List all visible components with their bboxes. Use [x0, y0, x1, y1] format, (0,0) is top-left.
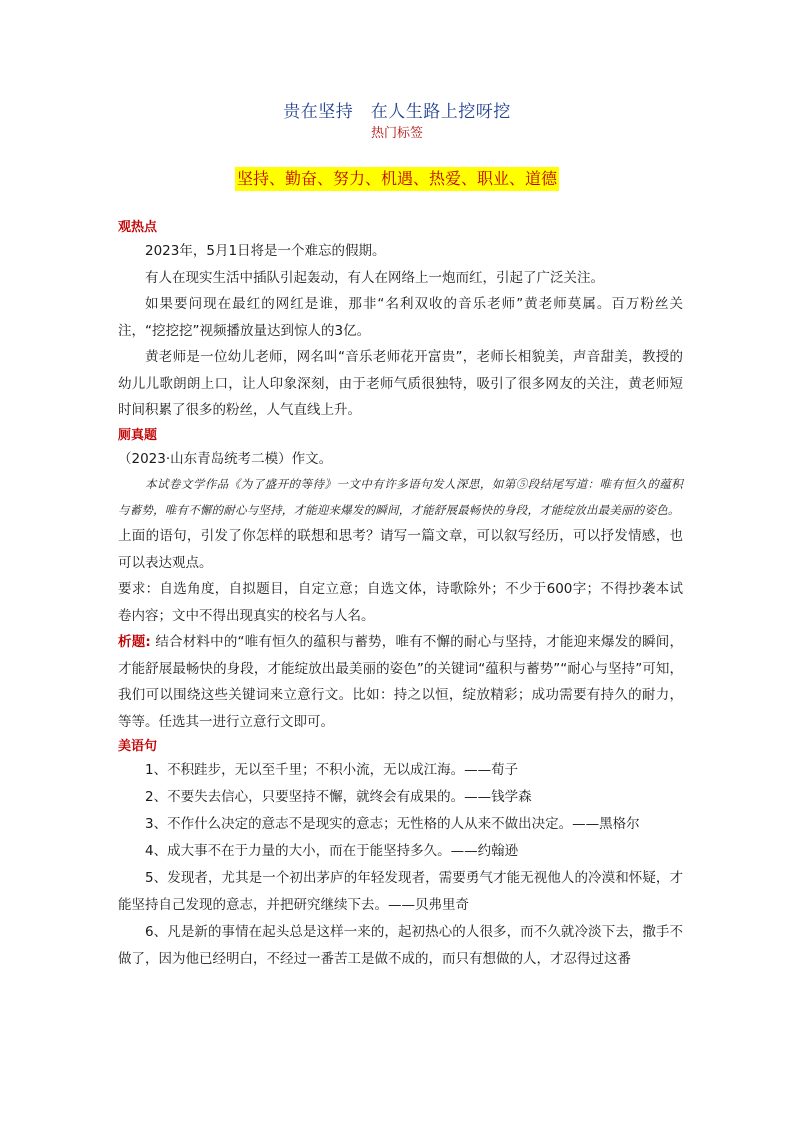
viewpoint-paragraph: 2023年，5月1日将是一个难忘的假期。 [145, 243, 386, 259]
tags-container [0, 167, 794, 191]
quote-item: 5、发现者，尤其是一个初出茅庐的年轻发现者，需要勇气才能无视他人的冷漠和怀疑，才能坚持自己发现的意志，并把研究继续下去。——贝弗里奇 [118, 870, 683, 913]
quote-item: 1、不积跬步，无以至千里；不积小流，无以成江海。——荀子 [145, 762, 519, 778]
page-subtitle: 热门标签 [370, 126, 423, 141]
analysis-text: 结合材料中的“唯有恒久的蕴积与蓄势，唯有不懈的耐心与坚持，才能迎来爆发的瞬间，才能舒展最畅快的身段，才能绽放出最美丽的姿色”的关键词“蕴积与蓄势”“耐心与坚持”可知，我们可以围绕这些关键词来立意行文。比如：持之以恒，绽放精彩；成功需要有持久的耐力，等等。任选其一进行立意行文即可。 [118, 634, 683, 730]
article-body [118, 218, 683, 973]
exam-analysis [118, 629, 683, 735]
section-heading-exam: 厕真题 [118, 427, 158, 443]
quote-item: 4、成大事不在于力量的大小，而在于能坚持多久。——约翰逊 [145, 843, 519, 859]
viewpoint-paragraph: 黄老师是一位幼儿老师，网名叫“音乐老师花开富贵”，老师长相貌美，声音甜美，教授的幼儿儿歌朗朗上口，让人印象深刻，由于老师气质很独特，吸引了很多网友的关注，黄老师短时间积累了很多的粉丝，人气直线上升。 [118, 349, 683, 418]
section-heading-quotes: 美语句 [118, 739, 158, 754]
exam-prompt: 上面的语句，引发了你怎样的联想和思考？请写一篇文章，可以叙写经历，可以抒发情感，也可以表达观点。 [118, 528, 683, 571]
exam-requirements: 要求：自选角度，自拟题目，自定立意；自选文体，诗歌除外；不少于600字；不得抄袭本试卷内容；文中不得出现真实的校名与人名。 [118, 581, 683, 624]
section-heading-viewpoint: 观热点 [118, 220, 158, 235]
quote-item: 6、凡是新的事情在起头总是这样一来的，起初热心的人很多，而不久就冷淡下去，撒手不做了，因为他已经明白，不经过一番苦工是做不成的，而只有想做的人，才忍得过这番 [118, 924, 683, 967]
viewpoint-paragraph: 如果要问现在最红的网红是谁，那非“名利双收的音乐老师”黄老师莫属。百万粉丝关注，“挖挖挖”视频播放量达到惊人的3亿。 [118, 296, 683, 339]
viewpoint-paragraph: 有人在现实生活中插队引起轰动，有人在网络上一炮而红，引起了广泛关注。 [145, 269, 604, 286]
quote-item: 2、不要失去信心，只要坚持不懈，就终会有成果的。——钱学森 [145, 789, 532, 805]
analysis-label: 析题: [118, 634, 151, 650]
exam-source: （2023·山东青岛统考二模）作文。 [118, 450, 333, 467]
exam-material: 本试卷文学作品《为了盛开的等待》一文中有许多语句发人深思，如第⑤段结尾写道：唯有恒久的蕴积与蓄势，唯有不懈的耐心与坚持，才能迎来爆发的瞬间，才能舒展最畅快的身段，才能绽放出最美丽的姿色。 [118, 477, 683, 517]
quote-item: 3、不作什么决定的意志不是现实的意志；无性格的人从来不做出决定。——黑格尔 [145, 816, 640, 832]
page-title: 贵在坚持 在人生路上挖呀挖 [283, 102, 511, 122]
hot-tags: 坚持、勤奋、努力、机遇、热爱、职业、道德 [235, 167, 559, 191]
